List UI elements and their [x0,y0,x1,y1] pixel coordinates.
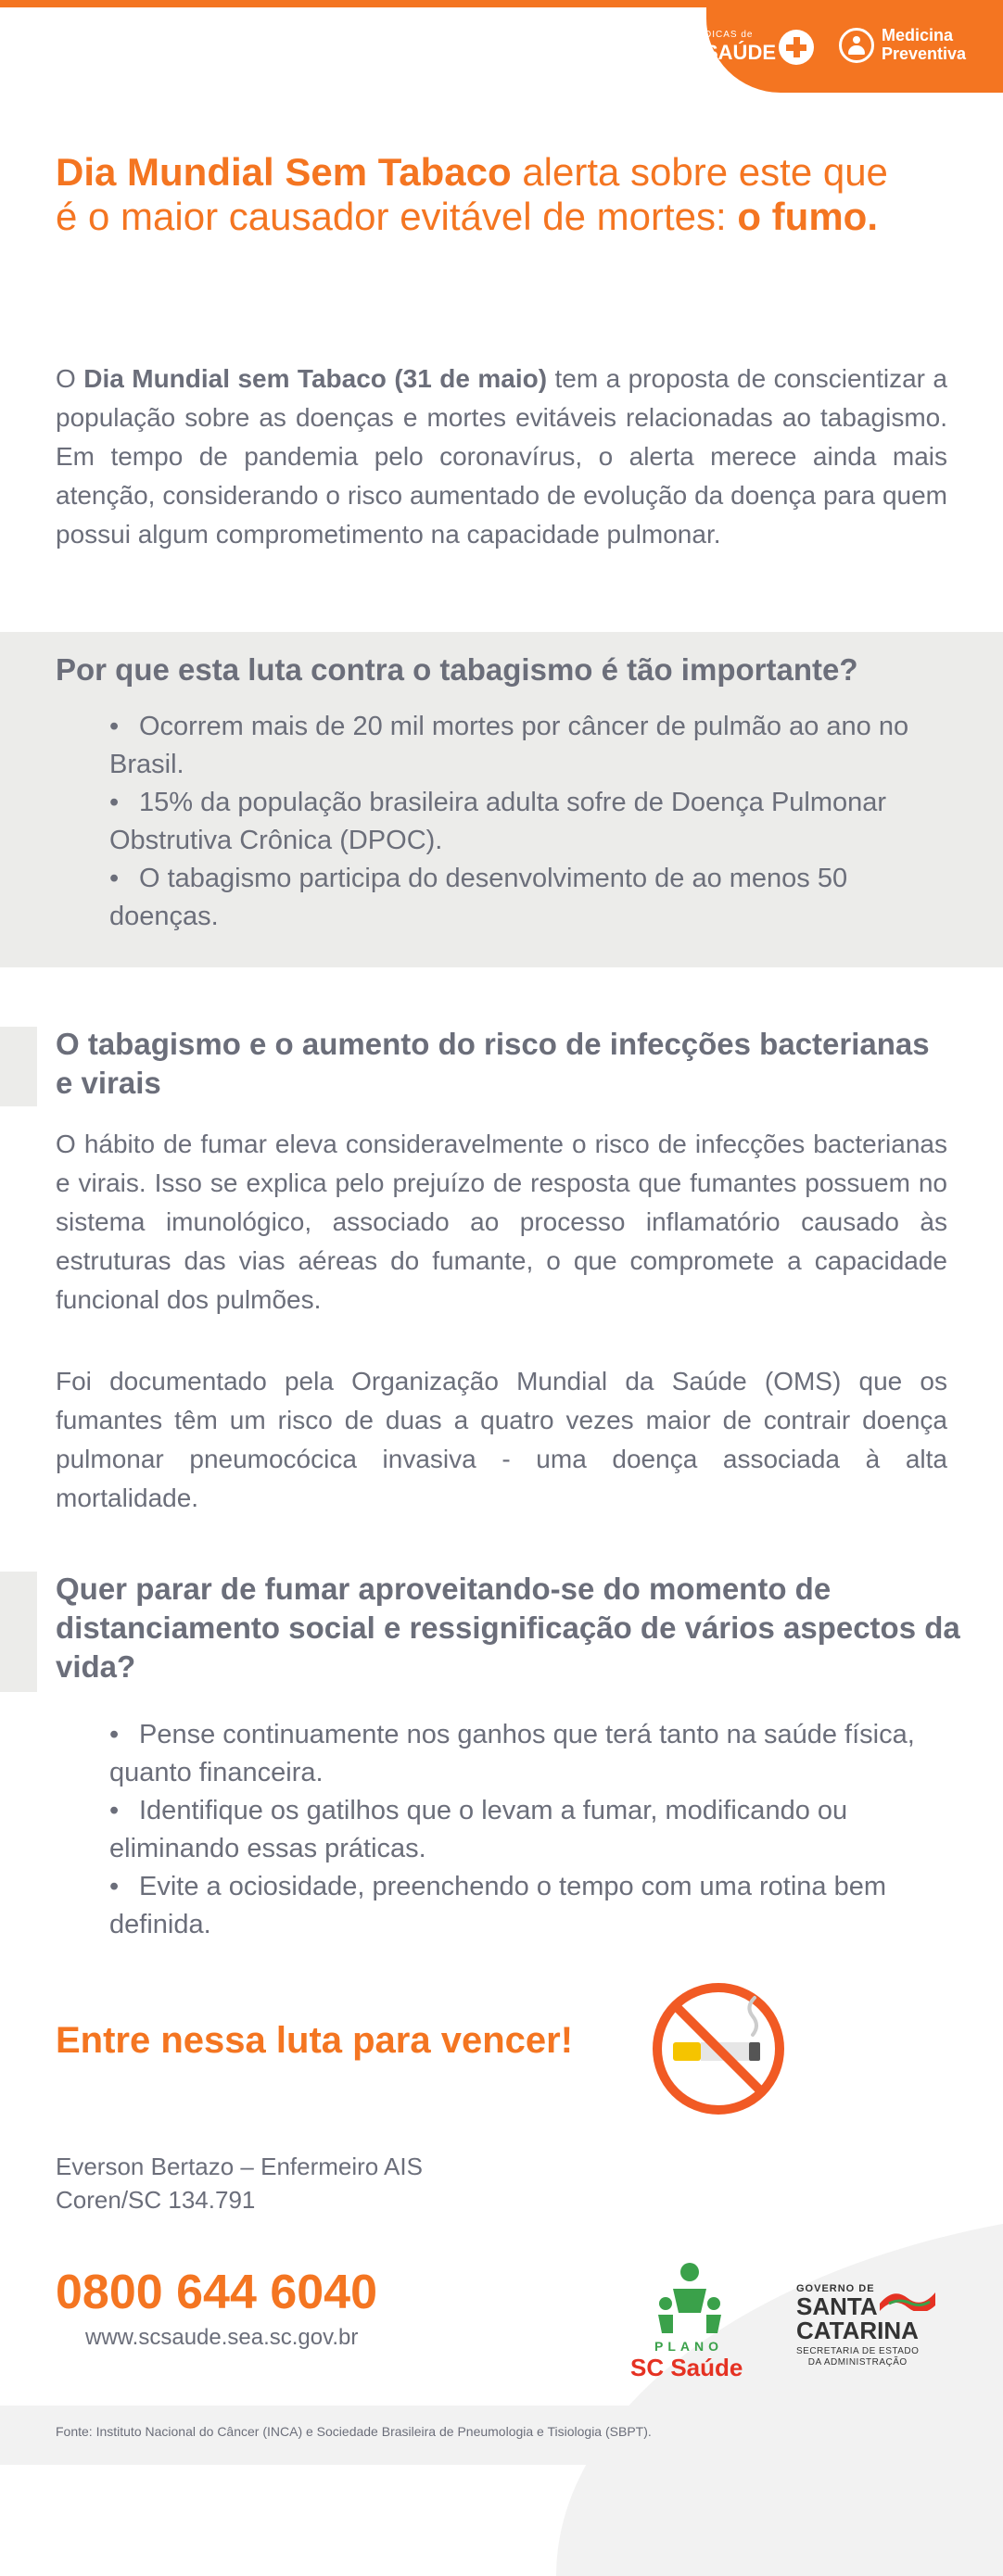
no-smoking-icon [649,1979,788,2118]
intro-bold: Dia Mundial sem Tabaco (31 de maio) [83,364,548,393]
list-item: • O tabagismo participa do desenvolvimento de ao menos 50 doenças. [109,864,848,931]
gov-big-line1: SANTA [796,2292,878,2320]
list-item: • Pense continuamente nos ganhos que terá tanto na saúde física, quanto financeira. [109,1720,915,1787]
gov-sub-line1: SECRETARIA DE ESTADO [796,2346,920,2356]
list-item: • Evite a ociosidade, preenchendo o tempo com uma rotina bem definida. [109,1872,887,1939]
author-registration: Coren/SC 134.791 [56,2186,256,2214]
sc-saude-text [630,2354,743,2382]
medicina-line2: Preventiva [882,44,967,63]
plano-sc-saude-logo [630,2261,751,2381]
title-bold: Dia Mundial Sem Tabaco [56,150,512,194]
title-bold-end: o fumo. [737,195,878,238]
title-middle: alerta sobre este que é o maior causador evitável de mortes: [56,150,888,238]
gov-sub-text [796,2346,919,2368]
call-to-action: Entre nessa luta para vencer! [56,2020,574,2061]
list-item: • 15% da população brasileira adulta sofre de Doença Pulmonar Obstrutiva Crônica (DPOC). [109,788,887,855]
gov-small-text: GOVERNO DE [796,2283,875,2294]
family-icon [653,2261,727,2339]
gov-sub-line2: DA ADMINISTRAÇÃO [807,2357,908,2368]
health-cross-icon [779,30,814,65]
gov-big-line2: CATARINA [796,2317,919,2344]
dicas-saude-logo [705,28,825,72]
medicina-preventiva-logo [839,26,997,72]
plano-text: PLANO [654,2339,723,2354]
quit-heading: Quer parar de fumar aproveitando-se do momento de distanciamento social e ressignificação de vários aspectos da vida? [56,1572,960,1684]
why-bullet-list [109,708,944,936]
sc-text: SC [630,2354,671,2381]
source-note: Fonte: Instituto Nacional do Câncer (INCA) e Sociedade Brasileira de Pneumologia e Tisiologia (SBPT). [56,2424,652,2439]
intro-lead: O [56,364,84,393]
infection-paragraph-2: Foi documentado pela Organização Mundial da Saúde (OMS) que os fumantes têm um risco de duas a quatro vezes maior de contrair doença pulmonar pneumocócica invasiva - uma doença associada à alta mortalidade. [56,1367,947,1512]
quit-bullet-list [109,1716,944,1944]
person-circle-icon [839,28,874,63]
saude-text: Saúde [670,2354,743,2381]
phone-number[interactable]: 0800 644 6040 [56,2266,378,2319]
website-link[interactable]: www.scsaude.sea.sc.gov.br [85,2325,359,2350]
intro-rest: tem a proposta de conscientizar a população sobre as doenças e mortes evitáveis relacionadas ao tabagismo. Em tempo de pandemia pelo coronavírus, o alerta merece ainda mais atenção, considerando o risco aumentado de evolução da doença para quem possui algum comprometimento na capacidade pulmonar. [56,364,948,549]
governo-sc-logo [783,2279,950,2381]
author-name: Everson Bertazo – Enfermeiro AIS [56,2153,423,2180]
author-block [56,2150,423,2216]
why-heading: Por que esta luta contra o tabagismo é tão importante? [56,652,858,687]
section-side-marker [0,1027,37,1106]
footer-curve [556,2205,1003,2576]
intro-paragraph [56,360,947,554]
dicas-big-text: SAÚDE [705,41,777,64]
infection-heading: O tabagismo e o aumento do risco de infecções bacterianas e virais [56,1027,930,1100]
page-title [56,150,890,239]
list-item: • Identifique os gatilhos que o levam a fumar, modificando ou eliminando essas práticas. [109,1796,848,1863]
list-item: • Ocorrem mais de 20 mil mortes por câncer de pulmão ao ano no Brasil. [109,712,909,779]
section-side-marker [0,1572,37,1692]
medicina-line1: Medicina [882,26,954,44]
gov-big-text [796,2294,919,2342]
dicas-small-text: DICAS de [705,30,754,40]
infection-paragraph-1: O hábito de fumar eleva consideravelmente o risco de infecções bacterianas e virais. Isso se explica pelo prejuízo de resposta que fumantes possuem no sistema imunológico, associado ao processo inflamatório causado às estruturas das vias aéreas do fumante, o que compromete a capacidade funcional dos pulmões. [56,1130,947,1314]
